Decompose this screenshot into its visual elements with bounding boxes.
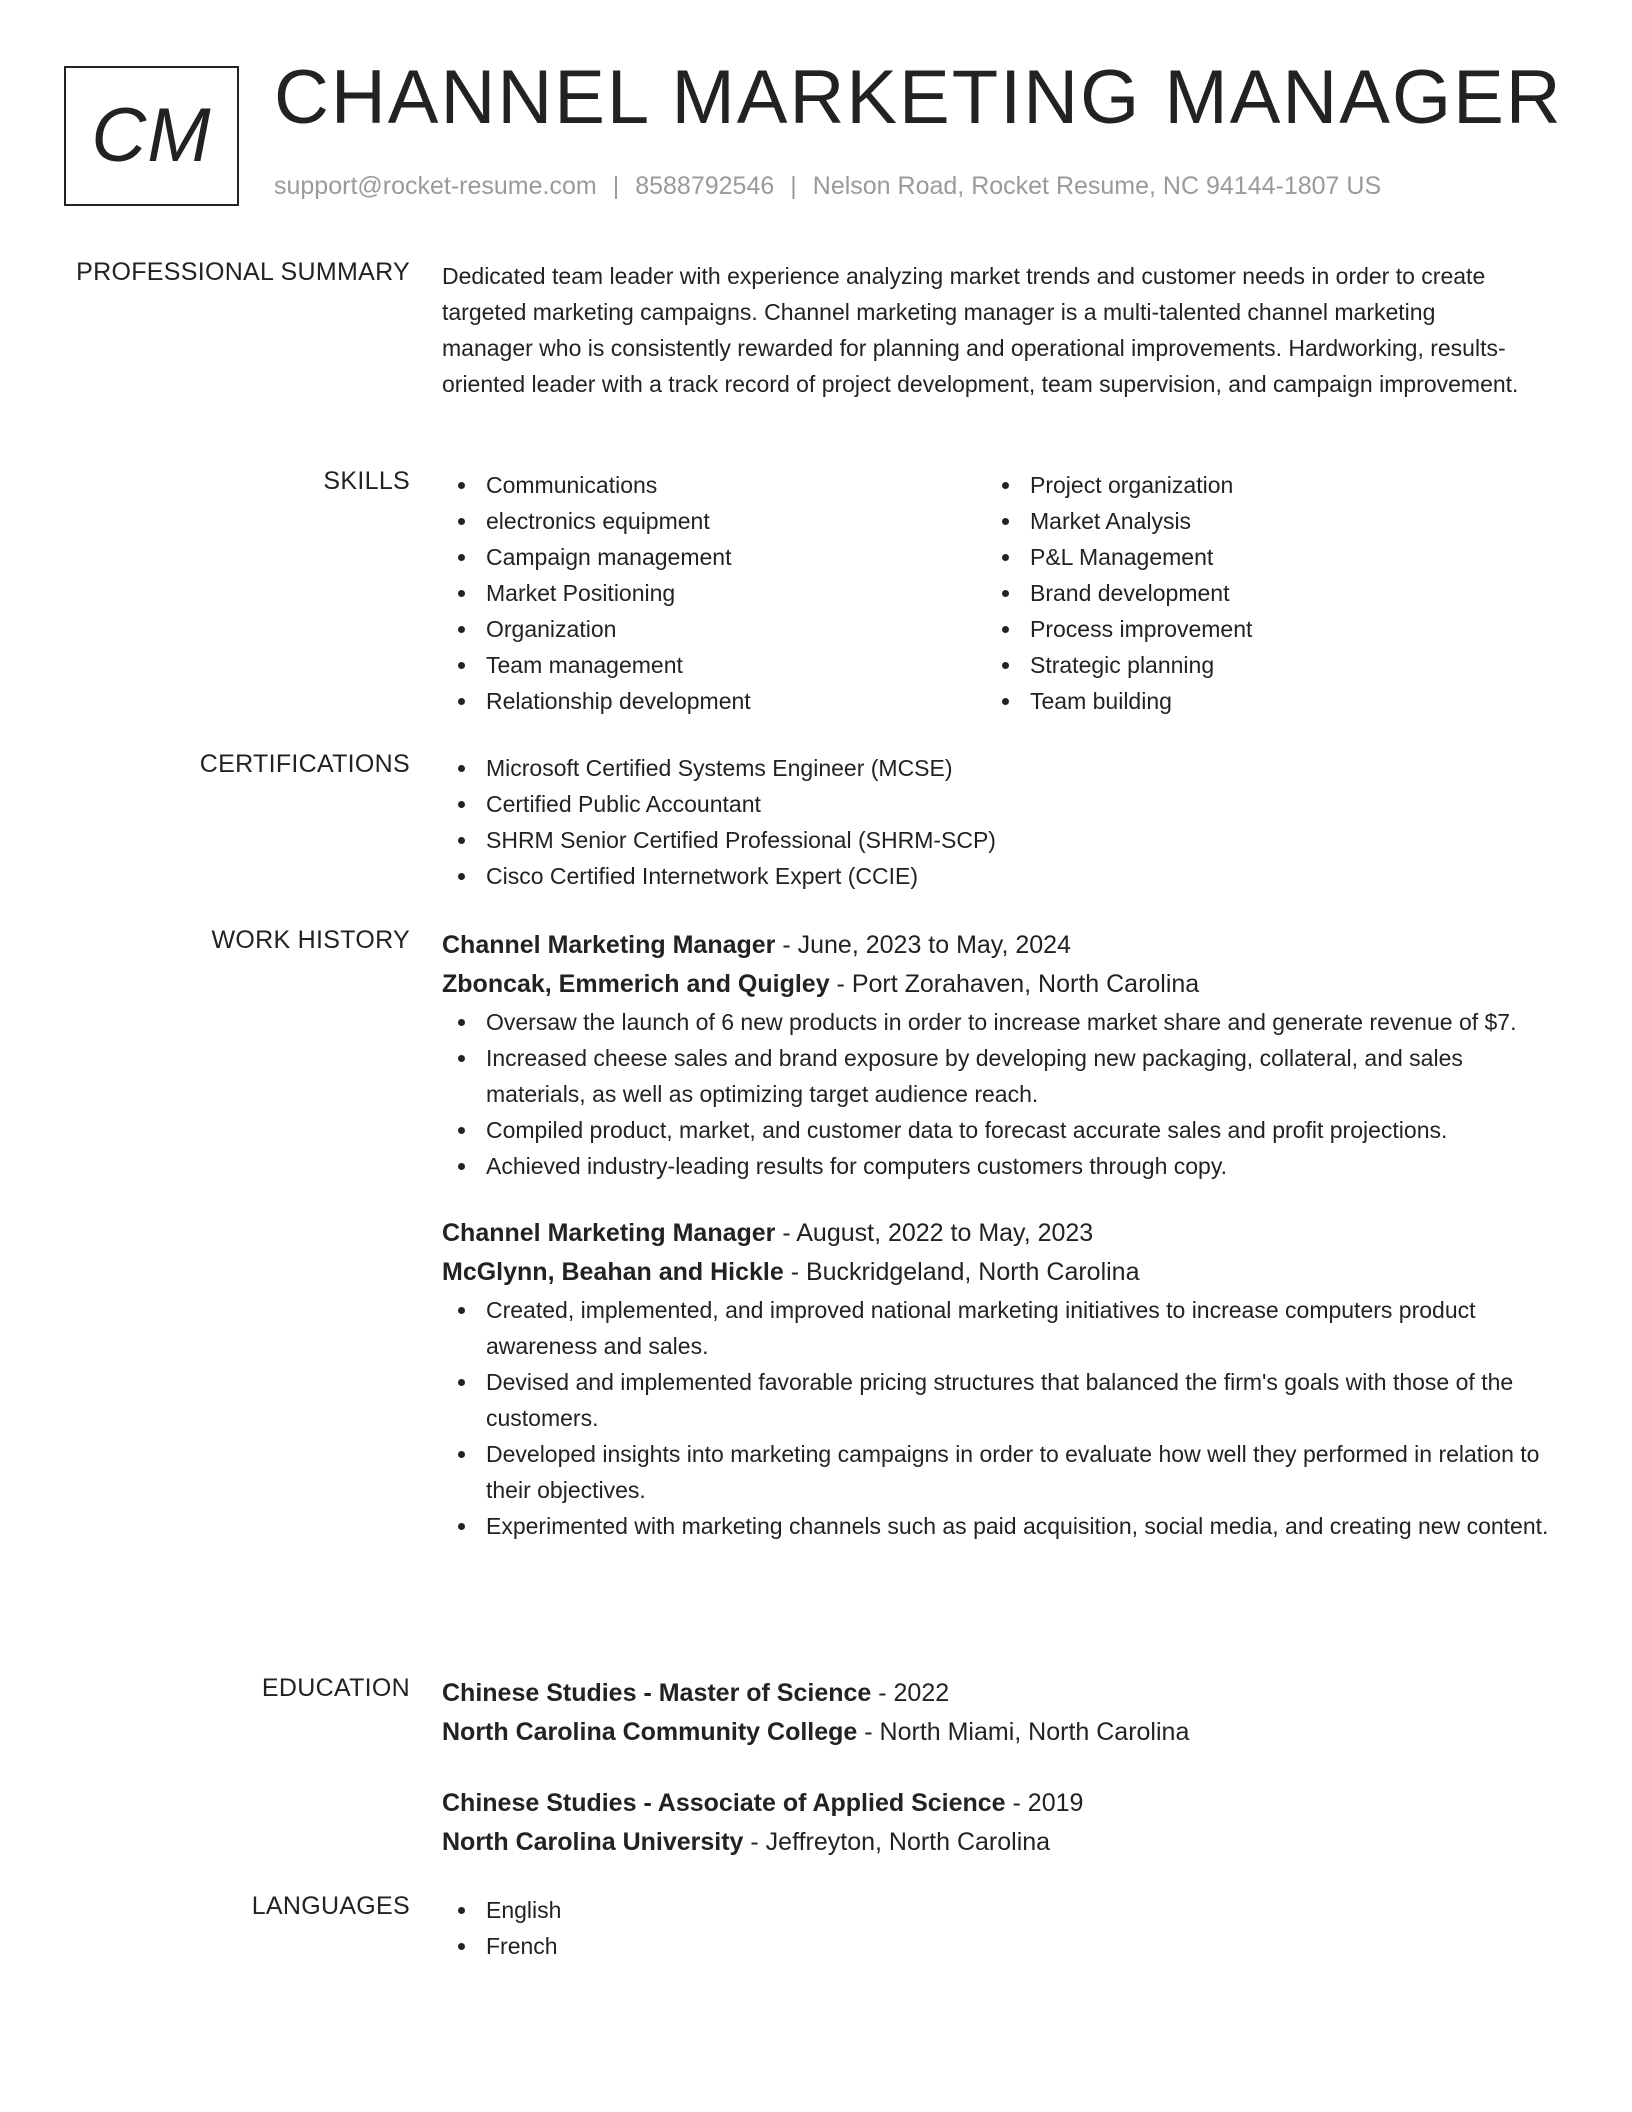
job-bullet: Developed insights into marketing campaigns in order to evaluate how well they performed in relation to their objectives. xyxy=(442,1436,1552,1508)
skill-item: Campaign management xyxy=(442,539,986,575)
skills-list-left xyxy=(442,467,986,719)
job-title: Channel Marketing Manager xyxy=(442,931,776,959)
job-entry xyxy=(442,926,1552,1184)
job-bullet: Compiled product, market, and customer data to forecast accurate sales and profit projections. xyxy=(442,1112,1552,1148)
skill-item: Process improvement xyxy=(986,611,1530,647)
job-dates: - June, 2023 to May, 2024 xyxy=(775,931,1071,959)
skills-list-right xyxy=(986,467,1530,719)
language-item: French xyxy=(442,1928,1552,1964)
education-degree: Chinese Studies - Associate of Applied Science xyxy=(442,1789,1006,1817)
certifications-body xyxy=(442,750,1552,894)
skill-item: Team management xyxy=(442,647,986,683)
section-label-summary: PROFESSIONAL SUMMARY xyxy=(76,258,410,286)
languages-body xyxy=(442,1892,1552,1964)
contact-line xyxy=(274,172,1381,201)
education-school: North Carolina Community College xyxy=(442,1718,858,1746)
monogram-initials: CM xyxy=(91,93,212,178)
section-label-skills: SKILLS xyxy=(323,467,410,495)
job-company-line xyxy=(442,965,1552,1004)
skill-item: Relationship development xyxy=(442,683,986,719)
summary-body xyxy=(442,258,1522,402)
monogram-box xyxy=(64,66,239,206)
page-title: CHANNEL MARKETING MANAGER xyxy=(274,55,1563,140)
certification-item: SHRM Senior Certified Professional (SHRM-SCP) xyxy=(442,822,1552,858)
section-label-certifications: CERTIFICATIONS xyxy=(199,750,410,778)
education-year: - 2019 xyxy=(1005,1789,1084,1817)
contact-separator: | xyxy=(612,172,620,200)
job-bullet: Devised and implemented favorable pricing structures that balanced the firm's goals with those of the customers. xyxy=(442,1364,1552,1436)
education-degree-line xyxy=(442,1674,1552,1713)
skill-item: Organization xyxy=(442,611,986,647)
certification-item: Cisco Certified Internetwork Expert (CCIE) xyxy=(442,858,1552,894)
work-history-body xyxy=(442,926,1552,1544)
job-title-line xyxy=(442,926,1552,965)
job-location: - Buckridgeland, North Carolina xyxy=(783,1258,1140,1286)
contact-address: Nelson Road, Rocket Resume, NC 94144-1807 US xyxy=(812,172,1382,200)
certification-item: Microsoft Certified Systems Engineer (MCSE) xyxy=(442,750,1552,786)
job-bullet: Oversaw the launch of 6 new products in order to increase market share and generate revenue of $7. xyxy=(442,1004,1552,1040)
skills-body xyxy=(442,467,1552,719)
job-location: - Port Zorahaven, North Carolina xyxy=(829,970,1200,998)
contact-phone: 8588792546 xyxy=(635,172,775,200)
skill-item: Market Positioning xyxy=(442,575,986,611)
education-entry xyxy=(442,1784,1552,1862)
skill-item: Team building xyxy=(986,683,1530,719)
education-school-line xyxy=(442,1823,1552,1862)
section-label-work-history: WORK HISTORY xyxy=(211,926,410,954)
job-bullet-list xyxy=(442,1004,1552,1184)
job-bullet: Experimented with marketing channels such as paid acquisition, social media, and creating new content. xyxy=(442,1508,1552,1544)
skill-item: Communications xyxy=(442,467,986,503)
job-title: Channel Marketing Manager xyxy=(442,1219,776,1247)
job-bullet-list xyxy=(442,1292,1552,1544)
languages-list xyxy=(442,1892,1552,1964)
section-label-education: EDUCATION xyxy=(261,1674,410,1702)
section-label-languages: LANGUAGES xyxy=(251,1892,410,1920)
summary-text: Dedicated team leader with experience analyzing market trends and customer needs in order to create targeted marketing campaigns. Channel marketing manager is a multi-talented channel marketing manager who is consistently rewarded for planning and operational improvements. Hardworking, results-oriented leader with a track record of project development, team supervision, and campaign improvement. xyxy=(442,263,1519,397)
education-year: - 2022 xyxy=(871,1679,950,1707)
contact-separator: | xyxy=(790,172,797,200)
certifications-list xyxy=(442,750,1552,894)
education-school-line xyxy=(442,1713,1552,1752)
education-degree-line xyxy=(442,1784,1552,1823)
education-location: - Jeffreyton, North Carolina xyxy=(743,1828,1051,1856)
job-title-line xyxy=(442,1214,1552,1253)
skill-item: P&L Management xyxy=(986,539,1530,575)
job-company: McGlynn, Beahan and Hickle xyxy=(442,1258,784,1286)
job-dates: - August, 2022 to May, 2023 xyxy=(775,1219,1094,1247)
skill-item: electronics equipment xyxy=(442,503,986,539)
job-bullet: Created, implemented, and improved national marketing initiatives to increase computers product awareness and sales. xyxy=(442,1292,1552,1364)
skill-item: Strategic planning xyxy=(986,647,1530,683)
education-body xyxy=(442,1674,1552,1862)
language-item: English xyxy=(442,1892,1552,1928)
education-location: - North Miami, North Carolina xyxy=(857,1718,1190,1746)
education-degree: Chinese Studies - Master of Science xyxy=(442,1679,872,1707)
skill-item: Brand development xyxy=(986,575,1530,611)
job-entry xyxy=(442,1214,1552,1544)
education-entry xyxy=(442,1674,1552,1752)
skill-item: Project organization xyxy=(986,467,1530,503)
education-school: North Carolina University xyxy=(442,1828,744,1856)
job-bullet: Achieved industry-leading results for computers customers through copy. xyxy=(442,1148,1552,1184)
certification-item: Certified Public Accountant xyxy=(442,786,1552,822)
job-bullet: Increased cheese sales and brand exposure by developing new packaging, collateral, and sales materials, as well as optimizing target audience reach. xyxy=(442,1040,1552,1112)
skill-item: Market Analysis xyxy=(986,503,1530,539)
contact-email: support@rocket-resume.com xyxy=(274,172,597,200)
job-company-line xyxy=(442,1253,1552,1292)
job-company: Zboncak, Emmerich and Quigley xyxy=(442,970,830,998)
